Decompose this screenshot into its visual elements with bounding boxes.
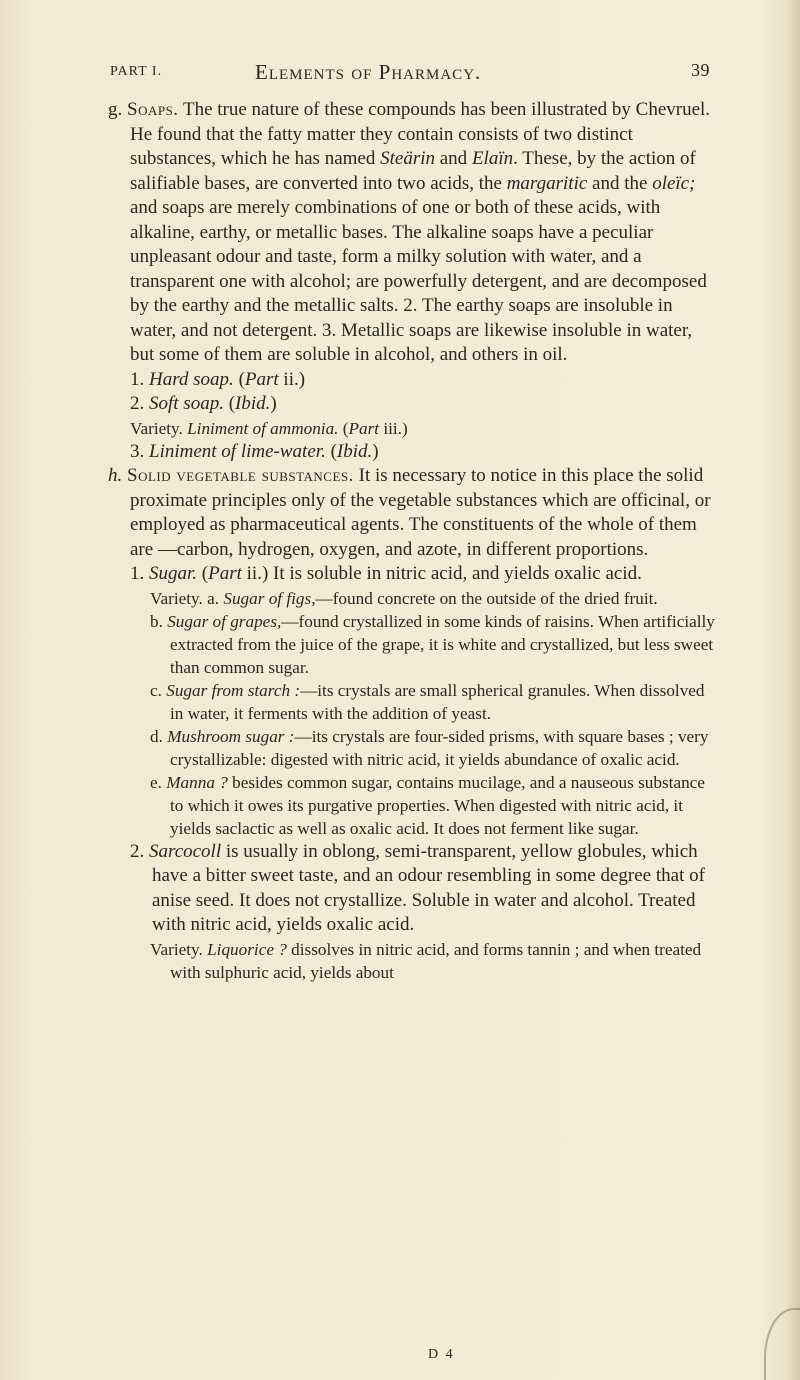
- paragraph-text: It is soluble in nitric acid, and yields oxalic acid.: [268, 563, 642, 584]
- variety-liniment-ammonia: Variety. Liniment of ammonia. (Part iii.): [130, 418, 408, 438]
- term-stearin: Steärin: [380, 148, 435, 169]
- page-corner-curl: [764, 1308, 800, 1380]
- variety-liquorice: [108, 938, 718, 984]
- term-oleic: oleïc;: [652, 172, 696, 194]
- variety-label: Variety. a.: [150, 588, 224, 608]
- item-name: Hard soap.: [149, 368, 234, 390]
- section-g-soaps: [108, 98, 718, 368]
- variety-name: Sugar from starch :: [166, 680, 301, 700]
- item-name: Liniment of lime-water.: [149, 440, 326, 462]
- variety-name: Manna ?: [166, 772, 228, 792]
- item-reference-part: ii.: [278, 368, 299, 390]
- term-elain: Elaïn: [471, 148, 514, 169]
- section-h-solid-vegetable-substances: [108, 464, 718, 562]
- item-reference-part: iii.: [379, 418, 402, 438]
- sugar-variety-b: [108, 610, 718, 679]
- sugar-variety-e: [108, 771, 718, 840]
- variety-label: d.: [150, 726, 168, 746]
- paragraph-text: and the: [587, 172, 653, 194]
- section-heading: Soaps.: [127, 99, 179, 120]
- paragraph-text: It is necessary to notice in this place the solid proximate principles only of the vegetable substances which are officinal, or employed as pharmaceutical agents. The constituents of the whole of them are —carbon, hydrogen, oxygen, and azote, in different proportions.: [130, 465, 711, 560]
- item-reference: Ibid.: [336, 440, 373, 462]
- sugar-variety-a: [108, 587, 718, 610]
- variety-label: Variety.: [130, 418, 188, 438]
- sugar-variety-c: [108, 679, 718, 725]
- variety-text: —found concrete on the outside of the dried fruit.: [315, 588, 658, 608]
- variety-label: Variety.: [150, 939, 208, 959]
- section-letter: g.: [108, 99, 123, 120]
- variety-name: Mushroom sugar :: [167, 726, 295, 746]
- list-item-soft-soap: 2. Soft soap. (Ibid.): [130, 393, 277, 414]
- list-item-liniment-lime-water: 3. Liniment of lime-water. (Ibid.): [130, 440, 379, 462]
- item-name: Sarcocoll: [149, 840, 222, 862]
- running-title: Elements of Pharmacy.: [255, 60, 482, 84]
- item-number: 1.: [130, 563, 149, 584]
- list-item-hard-soap: 1. Hard soap. (Part ii.): [130, 368, 306, 390]
- variety-text: besides common sugar, contains mucilage, and a nauseous substance to which it owes its purgative properties. When digested with nitric acid, it yields saclactic as well as oxalic acid. It does not ferment like sugar.: [170, 772, 705, 838]
- variety-label: b.: [150, 611, 168, 631]
- page-edge-shadow: [786, 0, 800, 1380]
- term-margaritic: margaritic: [506, 172, 588, 194]
- variety-label: c.: [150, 680, 167, 700]
- sugar-variety-d: [108, 725, 718, 771]
- running-header: [110, 60, 710, 88]
- item-reference: Part: [208, 563, 242, 584]
- section-letter: h.: [108, 465, 123, 486]
- item-name: Sugar.: [149, 563, 198, 584]
- variety-text: —its crystals are small spherical granules. When dissolved in water, it ferments with the addition of yeast.: [170, 680, 705, 723]
- list-item-sugar: 1. Sugar. (Part ii.) It is soluble in nitric acid, and yields oxalic acid.: [130, 563, 642, 584]
- item-number: 2.: [130, 840, 149, 862]
- part-label: PART I.: [110, 64, 163, 79]
- paragraph-text: and: [435, 148, 472, 169]
- item-reference: Ibid.: [235, 393, 271, 414]
- variety-text: —its crystals are four-sided prisms, with square bases ; very crystallizable: digested with nitric acid, it yields abundance of oxalic acid.: [170, 726, 709, 769]
- variety-name: Sugar of grapes,: [167, 611, 282, 631]
- variety-text: dissolves in nitric acid, and forms tannin ; and when treated with sulphuric acid, yields about: [170, 939, 702, 982]
- paragraph-text: The true nature of these compounds has been illustrated by Chevruel. He found that the fatty matter they contain consists of two distinct substances, which he has named: [130, 99, 711, 169]
- signature-mark: D 4: [428, 1347, 455, 1362]
- item-number: 1.: [130, 368, 149, 390]
- item-name: Soft soap.: [149, 393, 224, 414]
- paragraph-text: . These, by the action of salifiable bases, are converted into two acids, the: [130, 148, 696, 194]
- variety-label: e.: [150, 772, 167, 792]
- list-item-sarcocoll: [108, 840, 718, 938]
- section-heading: Solid vegetable substances.: [127, 465, 354, 486]
- paragraph-text: is usually in oblong, semi-transparent, yellow globules, which have a bitter sweet taste, and an odour resembling in some degree that of anise seed. It does not crystallize. Soluble in water and alcohol. Treated with nitric acid, yields oxalic acid.: [152, 840, 705, 935]
- page-body: [108, 98, 718, 984]
- variety-name: Liquorice ?: [207, 939, 287, 959]
- variety-text: —found crystallized in some kinds of raisins. When artificially extracted from the juice of the grape, it is white and crystallized, but less sweet than common sugar.: [170, 611, 715, 677]
- item-reference: Part: [244, 368, 279, 390]
- item-number: 3.: [130, 440, 149, 462]
- page-number: 39: [691, 60, 710, 80]
- item-reference: Part: [348, 418, 380, 438]
- variety-name: Liniment of ammonia.: [187, 418, 339, 438]
- item-number: 2.: [130, 393, 149, 414]
- paragraph-text: and soaps are merely combinations of one or both of these acids, with alkaline, earthy, or metallic bases. The alkaline soaps have a peculiar unpleasant odour and taste, form a milky solution with water, and a transparent one with alcohol; are powerfully detergent, and are decomposed by the earthy and the metallic salts. 2. The earthy soaps are insoluble in water, and not detergent. 3. Metallic soaps are likewise insoluble in water, but some of them are soluble in alcohol, and others in oil.: [130, 197, 707, 365]
- variety-name: Sugar of figs,: [223, 588, 316, 608]
- item-reference-part: ii.: [241, 563, 262, 584]
